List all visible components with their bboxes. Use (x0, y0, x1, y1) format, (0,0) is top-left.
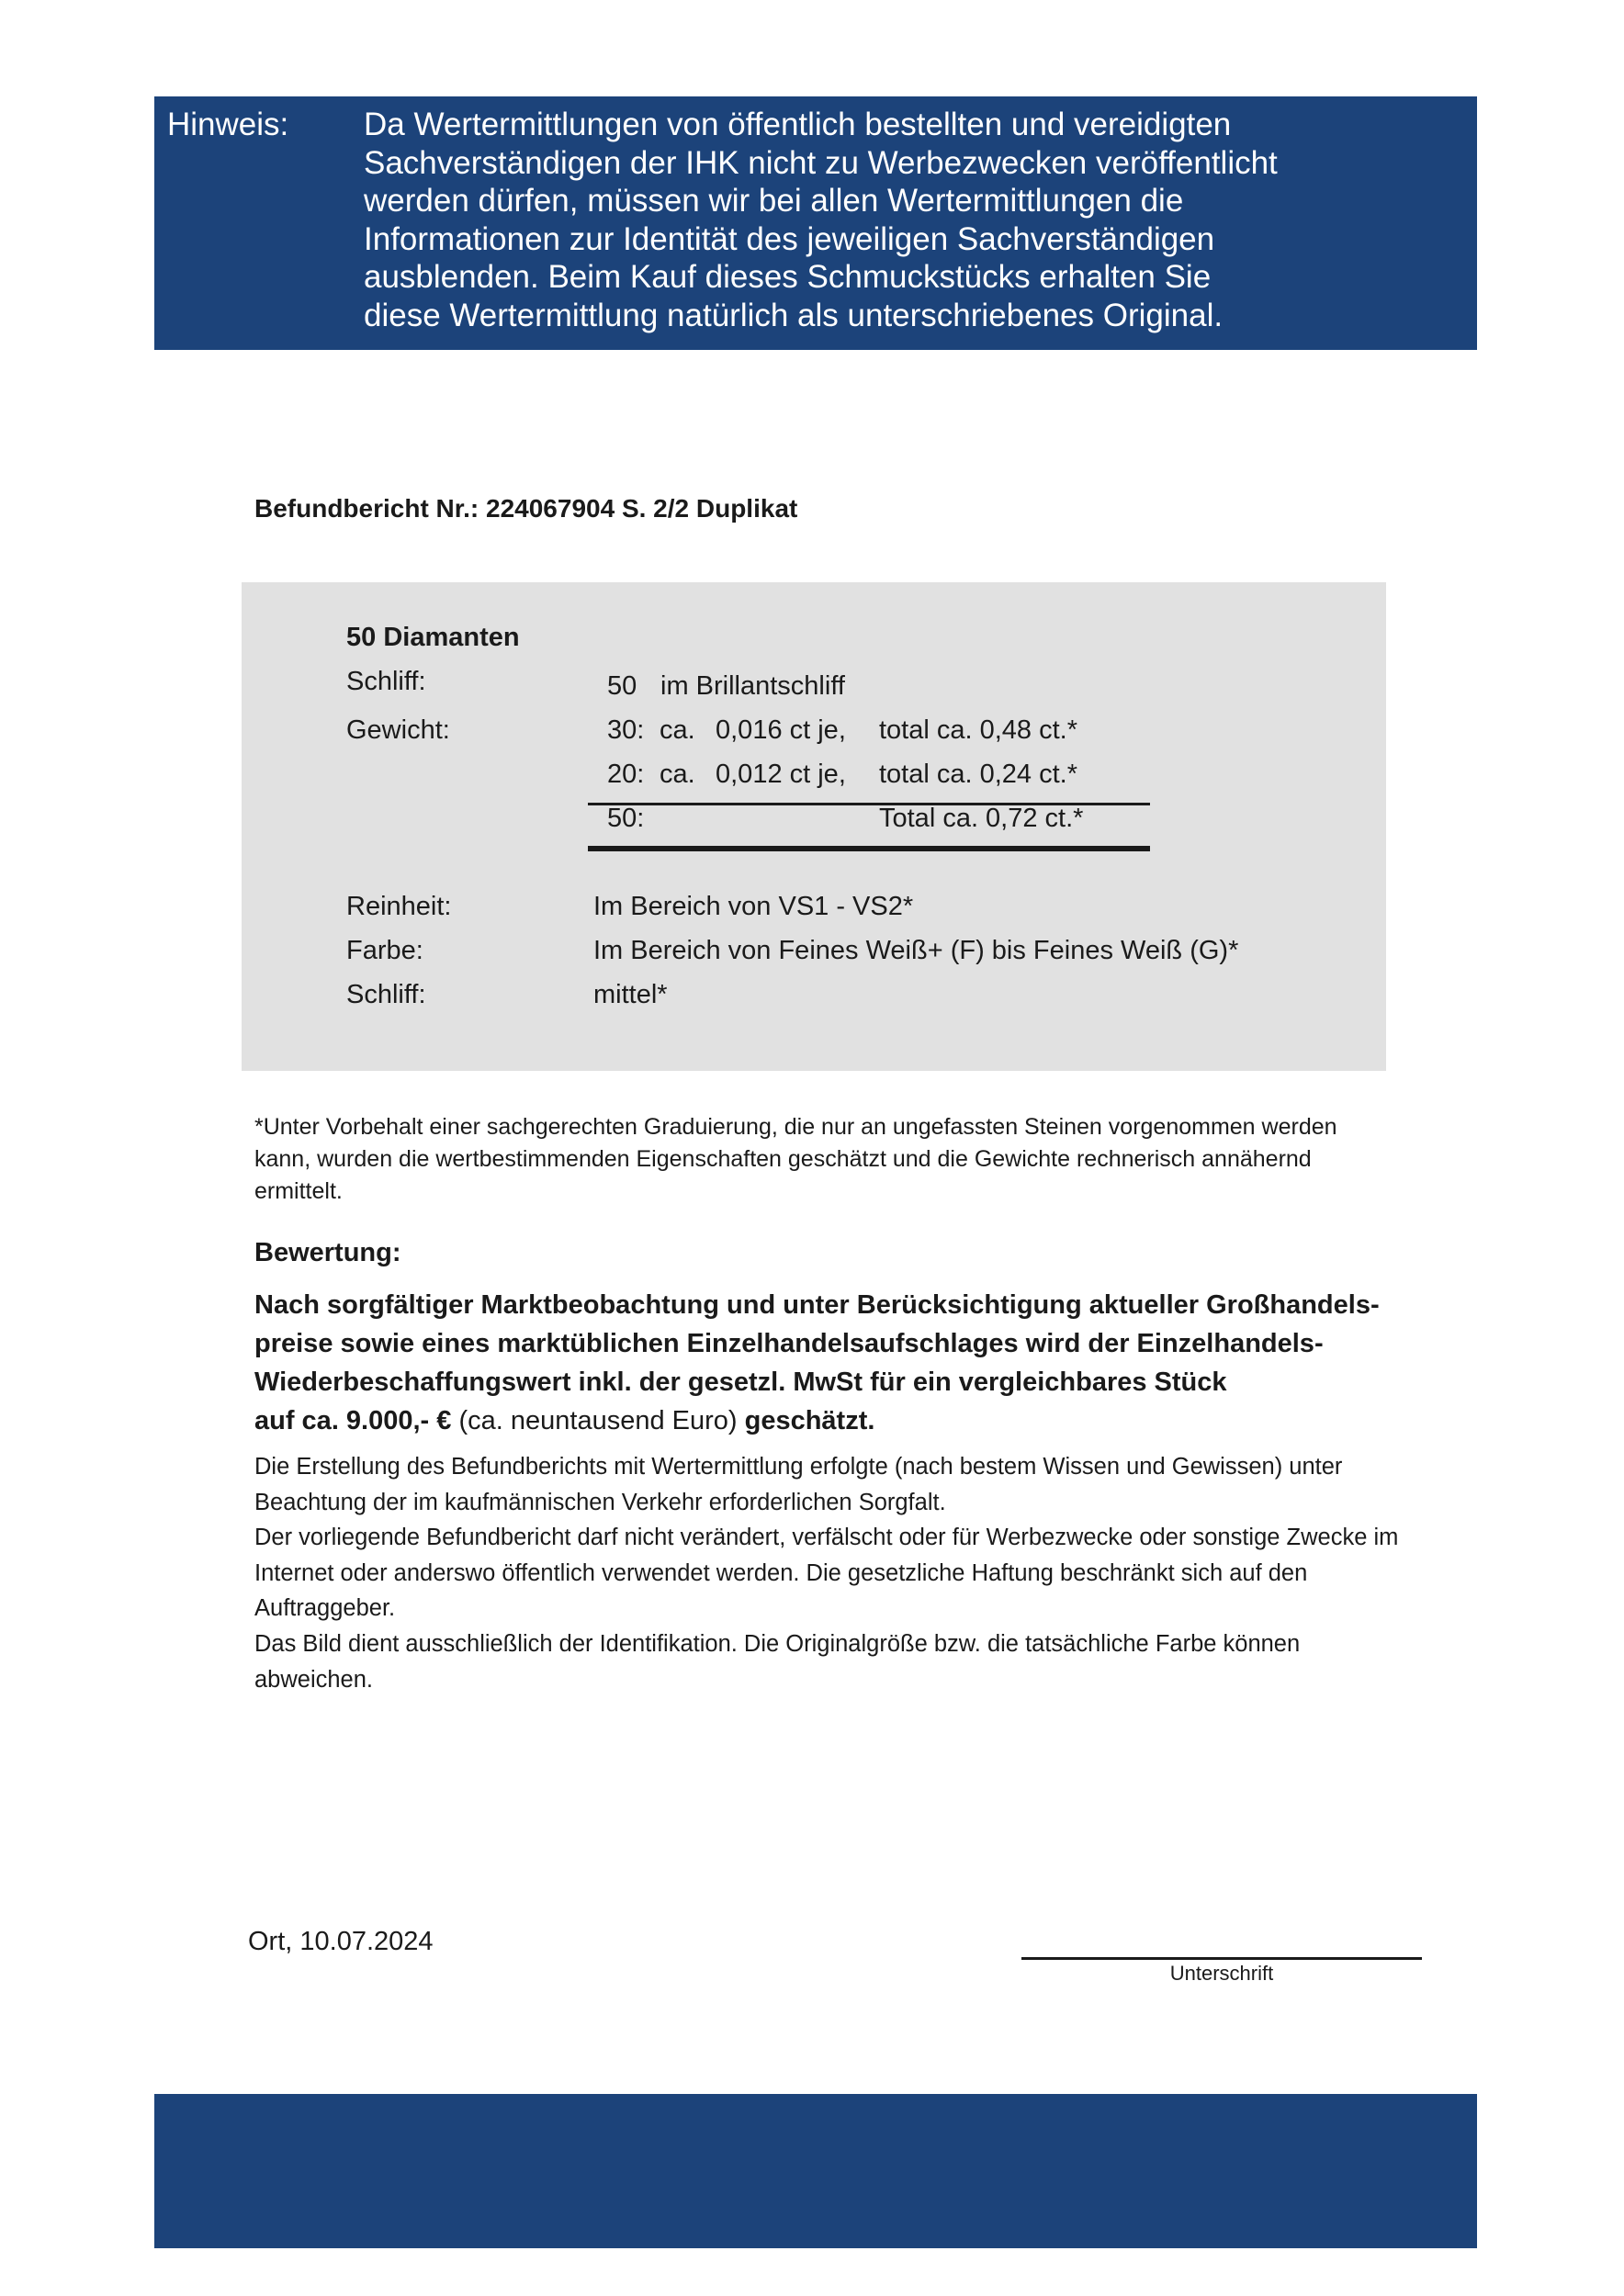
notice-label: Hinweis: (167, 107, 289, 142)
footnote-line: *Unter Vorbehalt einer sachgerechten Graduierung, die nur an ungefassten Steinen vorgenommen werden (254, 1114, 1337, 1140)
report-title: Befundbericht Nr.: 224067904 S. 2/2 Duplikat (254, 494, 798, 523)
weight-row-count: 20: (607, 760, 645, 789)
weight-row-total: total ca. 0,48 ct.* (879, 715, 1078, 745)
footnote-line: kann, wurden die wertbestimmenden Eigenschaften geschätzt und die Gewichte rechnerisch annähernd (254, 1146, 1312, 1172)
sum-total: Total ca. 0,72 ct.* (879, 804, 1084, 833)
notice-line: Sachverständigen der IHK nicht zu Werbezwecken veröffentlicht (364, 144, 1278, 181)
notice-line: Informationen zur Identität des jeweiligen Sachverständigen (364, 220, 1215, 257)
color-label: Farbe: (346, 936, 423, 965)
valuation-amount-words: (ca. neuntausend Euro) (458, 1406, 738, 1435)
color-value: Im Bereich von Feines Weiß+ (F) bis Feines Weiß (G)* (593, 936, 1239, 965)
notice-text (364, 106, 1448, 334)
valuation-line: Wiederbeschaffungswert inkl. der gesetzl. MwSt für ein vergleichbares Stück (254, 1367, 1227, 1397)
footer-banner (154, 2094, 1477, 2248)
weight-row-count: 30: (607, 715, 645, 745)
weight-row-ca: ca. (660, 760, 695, 789)
cut-value: im Brillantschliff (660, 671, 845, 701)
legal-line: Internet oder anderswo öffentlich verwendet werden. Die gesetzliche Haftung beschränkt sich auf den (254, 1559, 1308, 1586)
valuation-amount: auf ca. 9.000,- € (254, 1406, 459, 1435)
cut-count: 50 (607, 671, 637, 701)
notice-banner (154, 96, 1477, 350)
clarity-value: Im Bereich von VS1 - VS2* (593, 892, 914, 921)
grade-label: Schliff: (346, 980, 426, 1009)
valuation-text (254, 1286, 1449, 1440)
clarity-label: Reinheit: (346, 892, 452, 921)
diamond-heading: 50 Diamanten (346, 623, 520, 652)
valuation-line: preise sowie eines marktüblichen Einzelhandelsaufschlages wird der Einzelhandels- (254, 1329, 1324, 1358)
legal-line: Beachtung der im kaufmännischen Verkehr erforderlichen Sorgfalt. (254, 1489, 946, 1515)
notice-line: Da Wertermittlungen von öffentlich bestellten und vereidigten (364, 107, 1232, 142)
sum-count: 50: (607, 804, 645, 833)
legal-line: Auftraggeber. (254, 1595, 396, 1622)
notice-line: ausblenden. Beim Kauf dieses Schmuckstücks erhalten Sie (364, 259, 1212, 295)
valuation-heading: Bewertung: (254, 1238, 401, 1267)
notice-line: werden dürfen, müssen wir bei allen Wertermittlungen die (364, 183, 1184, 219)
valuation-line: Nach sorgfältiger Marktbeobachtung und unter Berücksichtigung aktueller Großhandels- (254, 1290, 1380, 1320)
footnote (254, 1111, 1449, 1208)
legal-line: Der vorliegende Befundbericht darf nicht verändert, verfälscht oder für Werbezwecke oder sonstige Zwecke im (254, 1525, 1399, 1551)
legal-line: Die Erstellung des Befundberichts mit Wertermittlung erfolgte (nach bestem Wissen und Gewissen) unter (254, 1454, 1343, 1480)
weight-row-total: total ca. 0,24 ct.* (879, 760, 1078, 789)
weight-row-ca: ca. (660, 715, 695, 745)
grade-value: mittel* (593, 980, 668, 1009)
notice-line: diese Wertermittlung natürlich als unterschriebenes Original. (364, 297, 1224, 333)
signature-label: Unterschrift (1169, 1962, 1274, 1985)
cut-label: Schliff: (346, 667, 426, 696)
total-underline (588, 846, 1150, 851)
valuation-amount-line (254, 1401, 1449, 1440)
footnote-line: ermittelt. (254, 1178, 343, 1204)
diamond-details-box (242, 582, 1386, 1071)
place-date: Ort, 10.07.2024 (248, 1927, 434, 1956)
valuation-amount-suffix: geschätzt. (737, 1406, 875, 1435)
legal-line: abweichen. (254, 1666, 374, 1693)
weight-row-each: 0,016 ct je, (716, 715, 846, 745)
legal-text (254, 1449, 1485, 1697)
weight-label: Gewicht: (346, 715, 450, 745)
weight-row-each: 0,012 ct je, (716, 760, 846, 789)
legal-line: Das Bild dient ausschließlich der Identifikation. Die Originalgröße bzw. die tatsächliche Farbe können (254, 1630, 1301, 1657)
signature-line (1021, 1957, 1422, 1960)
